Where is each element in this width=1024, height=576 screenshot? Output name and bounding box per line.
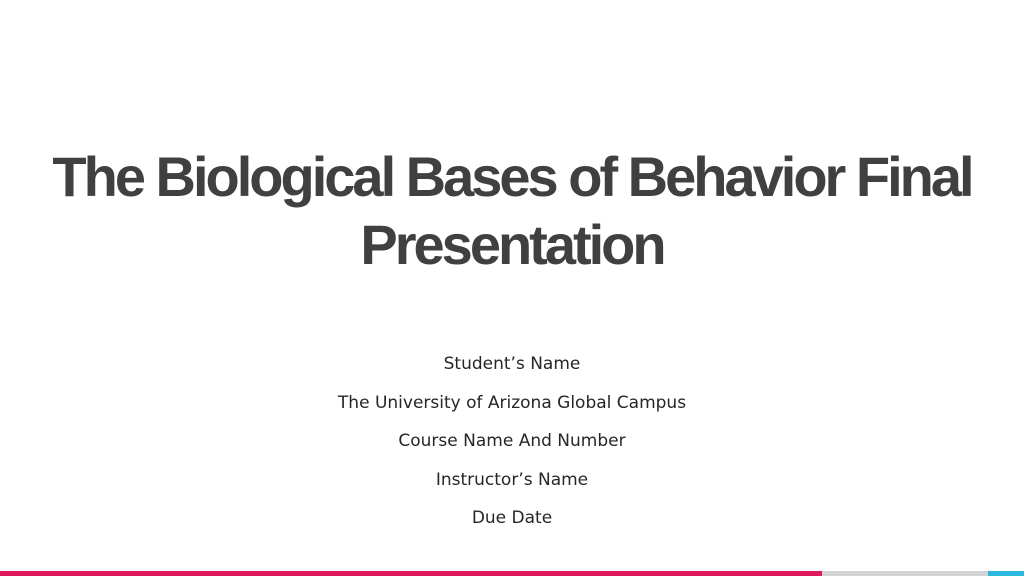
accent-bar-red — [0, 571, 822, 576]
title-line-2: Presentation — [360, 213, 664, 276]
slide-title — [0, 143, 1024, 279]
accent-bar-cyan — [988, 571, 1024, 576]
course-name: Course Name And Number — [398, 431, 626, 451]
student-name: Student’s Name — [443, 354, 581, 374]
due-date: Due Date — [471, 508, 553, 528]
instructor-name: Instructor’s Name — [435, 469, 589, 490]
title-line-1: The Biological Bases of Behavior Final — [52, 145, 972, 208]
subtitle-block — [0, 351, 1024, 544]
university-name: The University of Arizona Global Campus — [337, 392, 687, 413]
accent-bar-gray — [822, 571, 988, 576]
